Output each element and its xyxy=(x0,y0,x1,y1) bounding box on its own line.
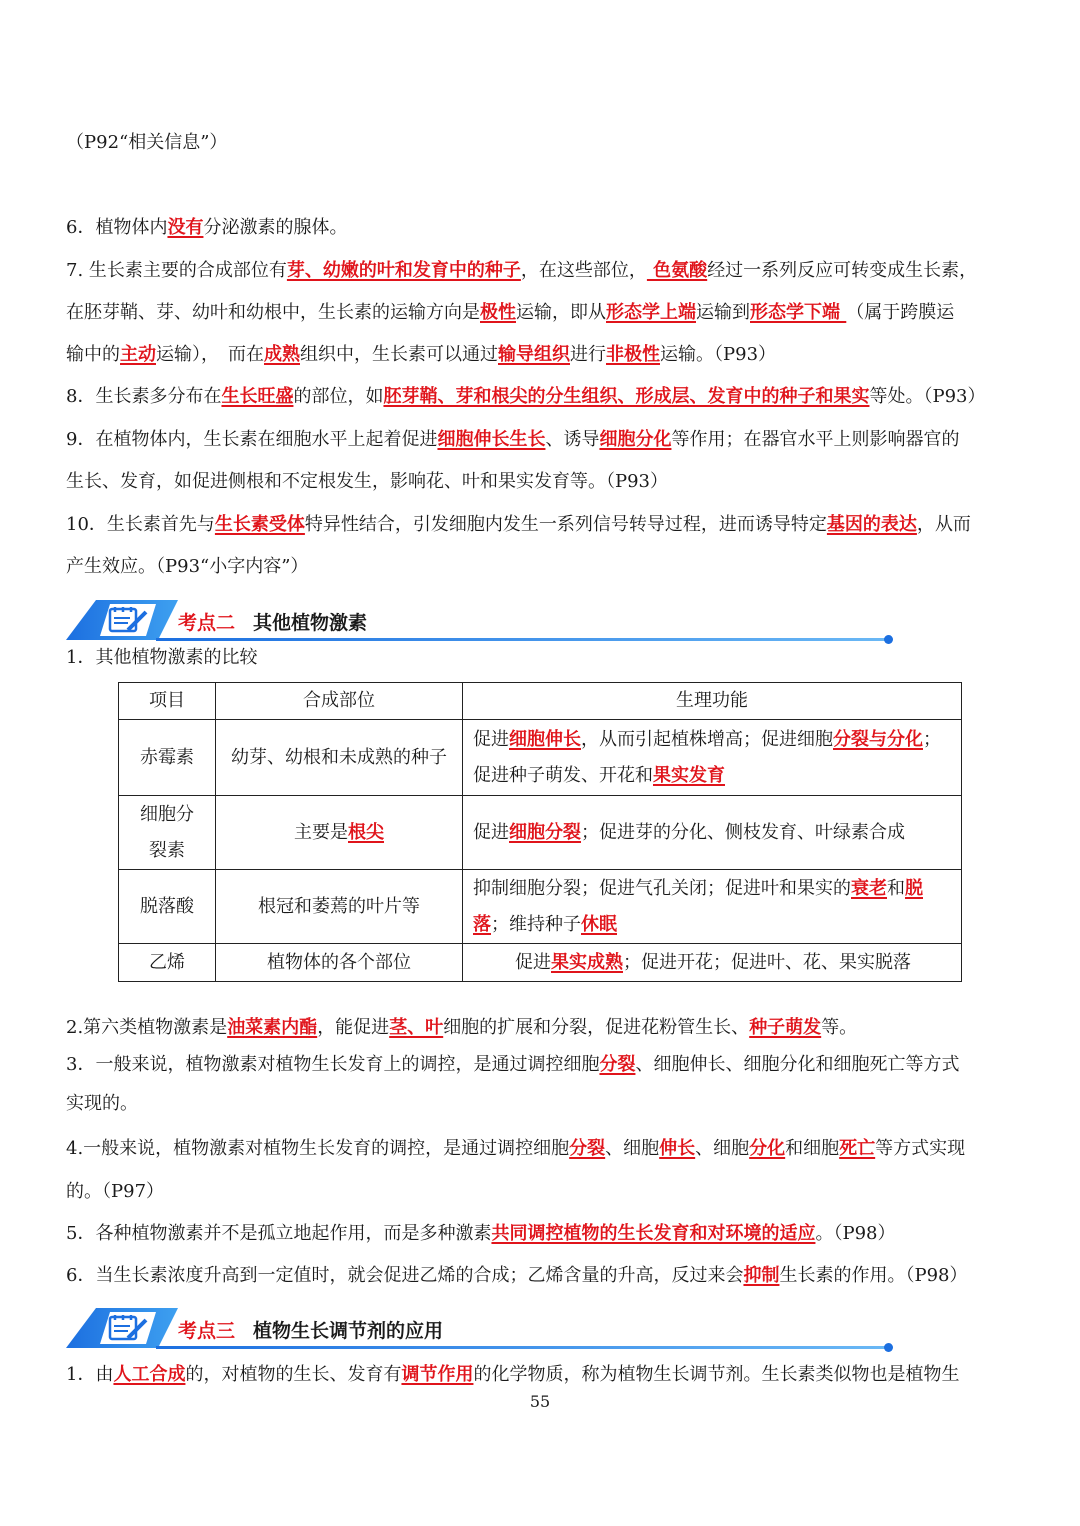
section-name: 其他植物激素 xyxy=(253,612,368,634)
hormone-name: 脱落酸 xyxy=(119,870,216,944)
highlighted-term: 胚芽鞘、芽和根尖的分生组织、形成层、发育中的种子和果实 xyxy=(383,386,870,407)
section-title-3 xyxy=(178,1316,443,1343)
physiological-function: 促进细胞伸长，从而引起植株增高；促进细胞分裂与分化； 促进种子萌发、开花和果实发育 xyxy=(463,720,962,796)
item-7-line-2: 在胚芽鞘、芽、幼叶和幼根中，生长素的运输方向是极性运输，即从形态学上端运输到形态学下端 （属于跨膜运 xyxy=(66,302,955,323)
item-c1: 1．由人工合成的，对植物的生长、发育有调节作用的化学物质，称为植物生长调节剂。生长素类似物也是植物生 xyxy=(66,1364,960,1385)
highlighted-term: 细胞伸长 xyxy=(509,728,581,750)
synthesis-site: 幼芽、幼根和未成熟的种子 xyxy=(216,720,463,796)
highlighted-term: 伸长 xyxy=(659,1138,696,1159)
highlighted-term: 形态学下端 xyxy=(750,302,847,323)
highlighted-term: 非极性 xyxy=(606,344,660,365)
highlighted-term: 分化 xyxy=(749,1138,786,1159)
item-b2: 2.第六类植物激素是油菜素内酯，能促进茎、叶细胞的扩展和分裂，促进花粉管生长、种子萌发等。 xyxy=(66,1017,858,1038)
highlighted-term: 分裂 xyxy=(569,1138,606,1159)
item-b4-line-2: 的。（P97） xyxy=(66,1181,165,1202)
top-reference: （P92“相关信息”） xyxy=(66,132,228,153)
highlighted-term: 主动 xyxy=(120,344,156,365)
highlighted-term: 分裂与分化 xyxy=(833,728,923,750)
item-7-line-1: 7. 生长素主要的合成部位有芽、幼嫩的叶和发育中的种子，在这些部位， 色氨酸经过一系列反应可转变成生长素， xyxy=(66,260,978,281)
section-code: 考点二 xyxy=(178,612,236,634)
highlighted-term: 分裂 xyxy=(599,1054,636,1075)
table-row xyxy=(119,720,962,796)
notepad-pencil-icon xyxy=(102,606,152,634)
item-9-line-1: 9．在植物体内，生长素在细胞水平上起着促进细胞伸长生长、诱导细胞分化等作用；在器官水平上则影响器官的 xyxy=(66,429,960,450)
highlighted-term: 细胞伸长生长 xyxy=(437,429,546,450)
synthesis-site: 根冠和萎蔫的叶片等 xyxy=(216,870,463,944)
highlighted-term: 生长旺盛 xyxy=(221,386,294,407)
item-b3-line-1: 3．一般来说，植物激素对植物生长发育上的调控，是通过调控细胞分裂、细胞伸长、细胞分化和细胞死亡等方式 xyxy=(66,1054,960,1075)
highlighted-term: 极性 xyxy=(480,302,516,323)
section-title-2 xyxy=(178,608,367,635)
section-name: 植物生长调节剂的应用 xyxy=(253,1320,444,1342)
header-function: 生理功能 xyxy=(463,683,962,720)
hormone-name: 细胞分 裂素 xyxy=(119,796,216,870)
highlighted-term: 果实发育 xyxy=(653,764,725,786)
highlighted-term: 成熟 xyxy=(264,344,300,365)
section-header-3 xyxy=(66,1308,896,1352)
highlighted-term: 基因的表达 xyxy=(826,514,917,535)
highlighted-term: 生长素受体 xyxy=(214,514,305,535)
header-item: 项目 xyxy=(119,683,216,720)
table-row xyxy=(119,870,962,944)
item-8: 8．生长素多分布在生长旺盛的部位，如胚芽鞘、芽和根尖的分生组织、形成层、发育中的种子和果实等处。（P93） xyxy=(66,386,986,407)
page-number: 55 xyxy=(529,1392,551,1411)
item-b3-line-2: 实现的。 xyxy=(66,1093,138,1114)
highlighted-term: 细胞分裂 xyxy=(509,821,581,843)
item-b5: 5．各种植物激素并不是孤立地起作用，而是多种激素共同调控植物的生长发育和对环境的适应。（P98） xyxy=(66,1223,896,1244)
highlighted-term: 休眠 xyxy=(581,913,617,935)
highlighted-term: 细胞分化 xyxy=(599,429,672,450)
hormone-name: 乙烯 xyxy=(119,944,216,982)
highlighted-term: 抑制 xyxy=(743,1265,780,1286)
header-site: 合成部位 xyxy=(216,683,463,720)
table-header-row xyxy=(119,683,962,720)
synthesis-site: 主要是根尖 xyxy=(216,796,463,870)
physiological-function: 促进果实成熟；促进开花；促进叶、花、果实脱落 xyxy=(463,944,962,982)
table-row xyxy=(119,796,962,870)
notepad-pencil-icon xyxy=(102,1314,152,1342)
highlighted-term: 衰老 xyxy=(851,877,887,899)
item-b6: 6．当生长素浓度升高到一定值时，就会促进乙烯的合成；乙烯含量的升高，反过来会抑制生长素的作用。（P98） xyxy=(66,1265,968,1286)
hormone-comparison-table xyxy=(118,682,962,982)
item-10-line-1: 10．生长素首先与生长素受体特异性结合，引发细胞内发生一系列信号转导过程，进而诱导特定基因的表达，从而 xyxy=(66,514,971,535)
highlighted-term: 茎、叶 xyxy=(389,1017,444,1038)
physiological-function: 抑制细胞分裂；促进气孔关闭；促进叶和果实的衰老和脱 落；维持种子休眠 xyxy=(463,870,962,944)
item-7-line-3: 输中的主动运输）， 而在成熟组织中，生长素可以通过输导组织进行非极性运输。（P93） xyxy=(66,344,777,365)
highlighted-term: 种子萌发 xyxy=(749,1017,822,1038)
highlighted-term: 输导组织 xyxy=(498,344,570,365)
highlighted-term: 调节作用 xyxy=(401,1364,474,1385)
table-row xyxy=(119,944,962,982)
highlighted-term: 芽、幼嫩的叶和发育中的种子 xyxy=(286,260,521,281)
item-b4-line-1: 4.一般来说，植物激素对植物生长发育的调控，是通过调控细胞分裂、细胞伸长、细胞分化和细胞死亡等方式实现 xyxy=(66,1138,966,1159)
hormone-name: 赤霉素 xyxy=(119,720,216,796)
highlighted-term: 人工合成 xyxy=(113,1364,186,1385)
synthesis-site: 植物体的各个部位 xyxy=(216,944,463,982)
section-header-2 xyxy=(66,600,896,644)
highlighted-term: 死亡 xyxy=(839,1138,876,1159)
physiological-function: 促进细胞分裂；促进芽的分化、侧枝发育、叶绿素合成 xyxy=(463,796,962,870)
highlighted-term: 没有 xyxy=(167,217,204,238)
highlighted-term: 共同调控植物的生长发育和对环境的适应 xyxy=(491,1223,816,1244)
highlighted-term: 油菜素内酯 xyxy=(227,1017,318,1038)
section-code: 考点三 xyxy=(178,1320,236,1342)
highlighted-term: 脱 xyxy=(905,877,923,899)
item-9-line-2: 生长、发育，如促进侧根和不定根发生，影响花、叶和果实发育等。（P93） xyxy=(66,471,669,492)
table-intro: 1．其他植物激素的比较 xyxy=(66,647,258,668)
highlighted-term: 色氨酸 xyxy=(646,260,708,281)
item-6: 6．植物体内没有分泌激素的腺体。 xyxy=(66,217,348,238)
highlighted-term: 形态学上端 xyxy=(606,302,696,323)
item-10-line-2: 产生效应。（P93“小字内容”） xyxy=(66,556,309,577)
highlighted-term: 根尖 xyxy=(348,821,384,843)
highlighted-term: 果实成熟 xyxy=(551,951,623,973)
highlighted-term: 落 xyxy=(473,913,491,935)
